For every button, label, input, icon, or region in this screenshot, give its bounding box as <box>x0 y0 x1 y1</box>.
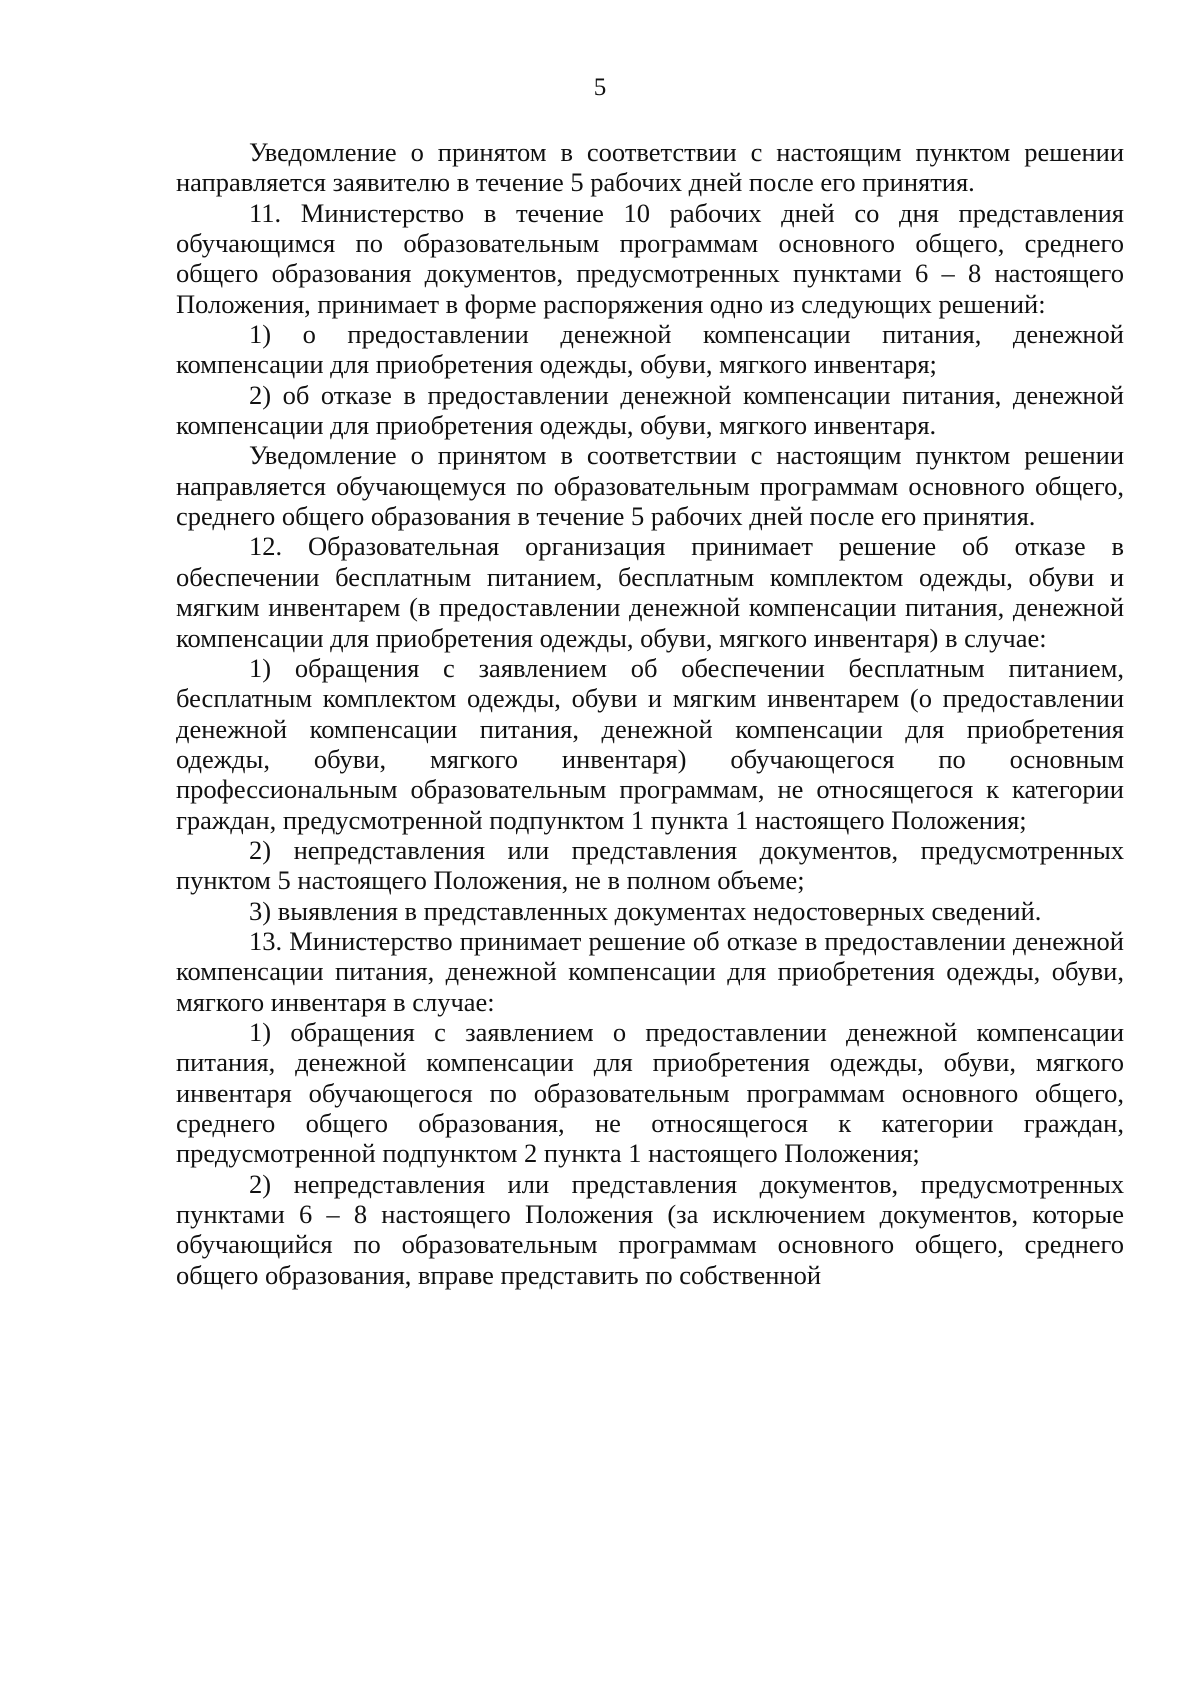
paragraph-item-12-sub-3: 3) выявления в представленных документах недостоверных сведений. <box>249 895 1042 926</box>
paragraph-item-13: 13. Министерство принимает решение об отказе в предоставлении денежной компенсации питания, денежной компенсации для приобретения одежды, обуви, мягкого инвентаря в случае: <box>176 925 1124 1017</box>
paragraph-notice-applicant: Уведомление о принятом в соответствии с настоящим пунктом решении направляется заявителю в течение 5 рабочих дней после его принятия. <box>176 137 1124 198</box>
document-body <box>176 137 1124 1290</box>
paragraph-item-12-sub-2: 2) непредставления или представления документов, предусмотренных пунктом 5 настоящего Положения, не в полном объеме; <box>176 834 1124 896</box>
paragraph-item-13-sub-2: 2) непредставления или представления документов, предусмотренных пунктами 6 – 8 настоящего Положения (за исключением документов, которые обучающийся по образовательным программам основного общего, среднего общего образования, вправе представить по собственной <box>176 1168 1124 1290</box>
page-number: 5 <box>593 74 607 101</box>
paragraph-item-13-sub-1: 1) обращения с заявлением о предоставлении денежной компенсации питания, денежной компенсации для приобретения одежды, обуви, мягкого инвентаря обучающегося по образовательным программам основного общего, среднего общего образования, не относящегося к категории граждан, предусмотренной подпунктом 2 пункта 1 настоящего Положения; <box>176 1016 1124 1169</box>
paragraph-item-12-sub-1: 1) обращения с заявлением об обеспечении бесплатным питанием, бесплатным комплектом одежды, обуви и мягким инвентарем (о предоставлении денежной компенсации питания, денежной компенсации для приобретения одежды, обуви, мягкого инвентаря) обучающегося по основным профессиональным образовательным программам, не относящегося к категории граждан, предусмотренной подпунктом 1 пункта 1 настоящего Положения; <box>176 652 1124 835</box>
paragraph-item-11: 11. Министерство в течение 10 рабочих дней со дня представления обучающимся по образовательным программам основного общего, среднего общего образования документов, предусмотренных пунктами 6 – 8 настоящего Положения, принимает в форме распоряжения одно из следующих решений: <box>176 197 1124 319</box>
paragraph-notice-student: Уведомление о принятом в соответствии с настоящим пунктом решении направляется обучающемуся по образовательным программам основного общего, среднего общего образования в течение 5 рабочих дней после его принятия. <box>176 440 1124 532</box>
paragraph-item-11-sub-2: 2) об отказе в предоставлении денежной компенсации питания, денежной компенсации для приобретения одежды, обуви, мягкого инвентаря. <box>176 379 1124 441</box>
paragraph-item-11-sub-1: 1) о предоставлении денежной компенсации питания, денежной компенсации для приобретения одежды, обуви, мягкого инвентаря; <box>176 319 1124 380</box>
paragraph-item-12: 12. Образовательная организация принимает решение об отказе в обеспечении бесплатным питанием, бесплатным комплектом одежды, обуви и мягким инвентарем (в предоставлении денежной компенсации питания, денежной компенсации для приобретения одежды, обуви, мягкого инвентаря) в случае: <box>176 531 1124 653</box>
